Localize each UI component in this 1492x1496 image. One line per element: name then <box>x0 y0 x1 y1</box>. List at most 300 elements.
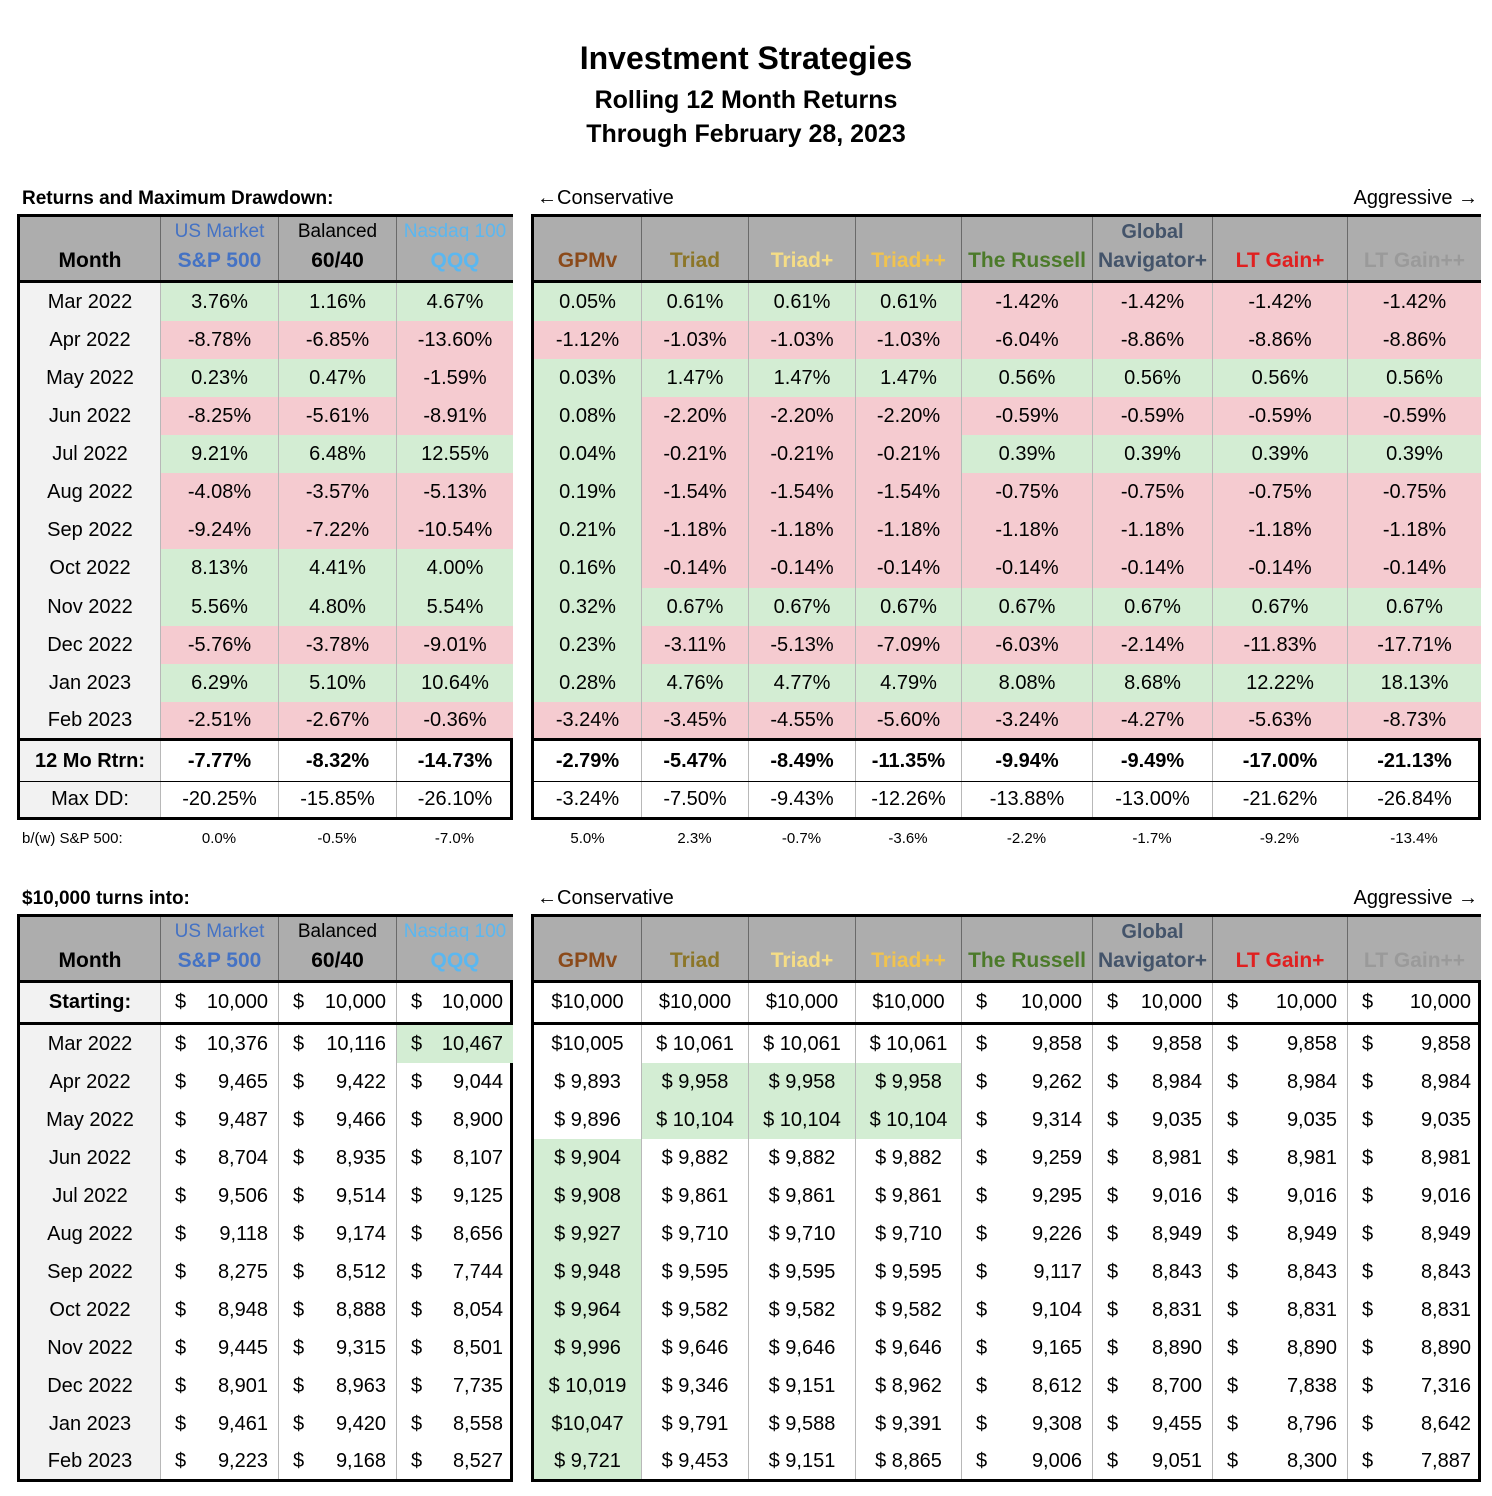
growth-cell <box>641 983 748 1022</box>
dollar-sign: $ <box>293 1109 305 1131</box>
growth-cell <box>1212 1253 1347 1291</box>
dollar-sign: $ <box>1107 1147 1119 1169</box>
month-cell: Mar 2022 <box>20 1025 160 1063</box>
return-cell: -1.42% <box>1092 283 1212 321</box>
growth-value: $ 10,104 <box>656 1109 734 1131</box>
return-cell: -2.20% <box>641 397 748 435</box>
growth-value: 9,461 <box>217 1413 268 1435</box>
growth-cell <box>160 983 278 1022</box>
month-cell: Dec 2022 <box>20 1367 160 1405</box>
dollar-sign: $ <box>1362 1413 1374 1435</box>
growth-cell <box>1092 1367 1212 1405</box>
dollar-sign: $ <box>1107 1109 1119 1131</box>
header-s-p-500 <box>160 217 278 280</box>
growth-cell <box>396 1177 513 1215</box>
growth-cell <box>396 1443 513 1479</box>
growth-value: $ 9,861 <box>768 1185 836 1207</box>
dollar-sign: $ <box>1107 1450 1119 1472</box>
growth-value: $ 9,710 <box>875 1223 942 1245</box>
header-line1: Balanced <box>297 921 378 942</box>
return-cell: -1.54% <box>641 473 748 511</box>
return-cell: -0.14% <box>855 549 961 588</box>
growth-cell <box>748 1367 855 1405</box>
return-cell: 4.67% <box>396 283 513 321</box>
dollar-sign: $ <box>293 1147 305 1169</box>
growth-cell <box>641 1101 748 1139</box>
returns-strategies-table <box>531 214 1481 820</box>
return-cell: 12.22% <box>1212 664 1347 702</box>
growth-value: 9,858 <box>1031 1033 1082 1055</box>
dollar-sign: $ <box>1107 1261 1119 1283</box>
header-triad <box>855 917 961 980</box>
growth-value: $ 9,582 <box>875 1299 942 1321</box>
month-cell: Nov 2022 <box>20 588 160 626</box>
growth-value: 10,000 <box>324 991 386 1013</box>
growth-cell <box>396 1405 513 1443</box>
growth-cell <box>160 1405 278 1443</box>
growth-value: $ 9,346 <box>661 1375 729 1397</box>
twelve-month-value: -14.73% <box>396 741 513 781</box>
growth-cell <box>160 1367 278 1405</box>
dollar-sign: $ <box>1107 1413 1119 1435</box>
header-line2: 60/40 <box>311 249 364 272</box>
return-cell: -2.14% <box>1092 626 1212 664</box>
month-cell: Jul 2022 <box>20 435 160 473</box>
growth-value: 9,858 <box>1151 1033 1202 1055</box>
growth-table <box>17 914 513 1482</box>
return-cell: 0.67% <box>748 588 855 626</box>
dollar-sign: $ <box>293 1261 305 1283</box>
return-cell: -2.20% <box>855 397 961 435</box>
growth-cell <box>1347 1329 1481 1367</box>
growth-cell <box>855 1443 961 1479</box>
header-line2: Triad <box>669 949 721 972</box>
growth-cell <box>1092 1405 1212 1443</box>
return-cell: 4.00% <box>396 549 513 588</box>
dollar-sign: $ <box>976 1223 988 1245</box>
return-cell: -8.86% <box>1092 321 1212 359</box>
return-cell: 6.48% <box>278 435 396 473</box>
dollar-sign: $ <box>976 1450 988 1472</box>
growth-value: 9,125 <box>452 1185 503 1207</box>
month-cell: Oct 2022 <box>20 1291 160 1329</box>
return-cell: -1.59% <box>396 359 513 397</box>
growth-cell <box>961 1291 1092 1329</box>
growth-value: 8,888 <box>335 1299 386 1321</box>
return-cell: 0.39% <box>961 435 1092 473</box>
growth-value: $ 9,588 <box>768 1413 836 1435</box>
return-cell: -0.14% <box>961 549 1092 588</box>
return-cell: -5.76% <box>160 626 278 664</box>
return-cell: -10.54% <box>396 511 513 549</box>
twelve-month-value: -17.00% <box>1212 741 1347 781</box>
twelve-month-value: -9.49% <box>1092 741 1212 781</box>
header-line2: The Russell <box>968 949 1086 972</box>
dollar-sign: $ <box>1227 1223 1239 1245</box>
growth-cell <box>961 1405 1092 1443</box>
growth-value: $ 9,595 <box>875 1261 942 1283</box>
growth-value: 8,300 <box>1286 1450 1337 1472</box>
max-dd-value: -13.88% <box>961 782 1092 817</box>
dollar-sign: $ <box>1107 1375 1119 1397</box>
growth-cell <box>641 1443 748 1479</box>
header-row <box>534 217 1481 283</box>
growth-value: $ 9,893 <box>554 1071 621 1093</box>
growth-cell <box>278 1101 396 1139</box>
dollar-sign: $ <box>175 1375 187 1397</box>
header-navigator <box>1092 217 1212 280</box>
dollar-sign: $ <box>1107 1337 1119 1359</box>
return-cell: -5.63% <box>1212 702 1347 738</box>
growth-cell <box>1347 1063 1481 1101</box>
growth-cell <box>961 983 1092 1022</box>
growth-cell <box>1092 983 1212 1022</box>
header-line1: US Market <box>174 921 265 942</box>
growth-value: 9,226 <box>1031 1223 1082 1245</box>
growth-value: 9,035 <box>1420 1109 1471 1131</box>
growth-value: 9,420 <box>335 1413 386 1435</box>
return-cell: -2.51% <box>160 702 278 738</box>
dollar-sign: $ <box>411 1337 423 1359</box>
growth-value: 9,514 <box>335 1185 386 1207</box>
dollar-sign: $ <box>293 1413 305 1435</box>
header-line1: Nasdaq 100 <box>403 221 507 242</box>
return-cell: -0.14% <box>641 549 748 588</box>
bw-value: 0.0% <box>201 830 237 847</box>
growth-cell <box>1347 1405 1481 1443</box>
dollar-sign: $ <box>293 1071 305 1093</box>
twelve-month-value: -2.79% <box>555 750 620 772</box>
growth-cell <box>1092 1025 1212 1063</box>
conservative-label-top: ←Conservative <box>537 187 674 209</box>
growth-cell <box>1347 1215 1481 1253</box>
growth-value: $ 9,948 <box>554 1261 621 1283</box>
growth-cell <box>855 983 961 1022</box>
dollar-sign: $ <box>293 1450 305 1472</box>
bw-value: -9.2% <box>1259 830 1300 847</box>
growth-cell <box>961 1101 1092 1139</box>
return-cell: 0.56% <box>961 359 1092 397</box>
month-cell: May 2022 <box>20 359 160 397</box>
growth-value: $ 9,791 <box>661 1413 729 1435</box>
growth-value: 8,963 <box>335 1375 386 1397</box>
growth-cell <box>641 1215 748 1253</box>
growth-value: 8,984 <box>1286 1071 1337 1093</box>
growth-cell <box>1347 1177 1481 1215</box>
return-cell: 4.77% <box>748 664 855 702</box>
growth-value: 8,984 <box>1151 1071 1202 1093</box>
return-cell: 0.61% <box>748 283 855 321</box>
growth-value: 8,558 <box>452 1413 503 1435</box>
growth-value: 9,858 <box>1286 1033 1337 1055</box>
growth-cell <box>278 1443 396 1479</box>
return-cell: -8.86% <box>1347 321 1481 359</box>
growth-value: 9,506 <box>217 1185 268 1207</box>
growth-cell <box>641 1405 748 1443</box>
growth-cell <box>1212 1063 1347 1101</box>
growth-value: 9,445 <box>217 1337 268 1359</box>
growth-cell <box>396 1329 513 1367</box>
growth-cell <box>748 1291 855 1329</box>
growth-value: $ 9,896 <box>554 1109 621 1131</box>
growth-cell <box>1092 1291 1212 1329</box>
header-triad <box>748 917 855 980</box>
return-cell: -6.85% <box>278 321 396 359</box>
twelve-month-value: -9.94% <box>961 741 1092 781</box>
return-cell: 0.19% <box>534 473 641 511</box>
return-cell: -3.57% <box>278 473 396 511</box>
growth-value: $ 9,151 <box>768 1450 836 1472</box>
return-cell: 6.29% <box>160 664 278 702</box>
growth-cell <box>855 1291 961 1329</box>
twelve-month-value: -8.32% <box>278 741 396 781</box>
return-cell: -0.14% <box>748 549 855 588</box>
header-s-p-500 <box>160 917 278 980</box>
growth-cell <box>748 1177 855 1215</box>
growth-value: 9,295 <box>1031 1185 1082 1207</box>
growth-cell <box>1092 1443 1212 1479</box>
bw-value: -7.0% <box>434 830 475 847</box>
dollar-sign: $ <box>1362 1033 1374 1055</box>
return-cell: 0.67% <box>961 588 1092 626</box>
growth-cell <box>396 1253 513 1291</box>
return-cell: 0.08% <box>534 397 641 435</box>
max-dd-value: -12.26% <box>855 782 961 817</box>
dollar-sign: $ <box>1107 1299 1119 1321</box>
dollar-sign: $ <box>1227 1337 1239 1359</box>
dollar-sign: $ <box>175 1223 187 1245</box>
growth-cell <box>641 1025 748 1063</box>
dollar-sign: $ <box>1227 1375 1239 1397</box>
growth-value: $ 9,582 <box>768 1299 836 1321</box>
return-cell: 0.67% <box>1092 588 1212 626</box>
header-line2: Navigator+ <box>1097 249 1208 272</box>
dollar-sign: $ <box>976 1337 988 1359</box>
return-cell: -0.21% <box>641 435 748 473</box>
growth-value: $ 9,721 <box>554 1450 621 1472</box>
growth-value: $ 8,962 <box>875 1375 942 1397</box>
growth-value: 8,501 <box>452 1337 503 1359</box>
growth-cell <box>534 1329 641 1367</box>
dollar-sign: $ <box>976 991 988 1013</box>
growth-value: $ 9,958 <box>768 1071 836 1093</box>
growth-value: $ 10,104 <box>763 1109 841 1131</box>
return-cell: 0.56% <box>1092 359 1212 397</box>
return-cell: 0.39% <box>1347 435 1481 473</box>
growth-value: $ 9,908 <box>554 1185 621 1207</box>
return-cell: -1.18% <box>1347 511 1481 549</box>
growth-value: 9,117 <box>1033 1261 1082 1283</box>
header-line1: Global <box>1121 221 1184 243</box>
growth-cell <box>278 1253 396 1291</box>
growth-cell <box>278 1405 396 1443</box>
header-line1: US Market <box>174 221 265 242</box>
growth-cell <box>1092 1139 1212 1177</box>
dollar-sign: $ <box>293 991 305 1013</box>
growth-cell <box>278 1063 396 1101</box>
growth-cell <box>748 1215 855 1253</box>
month-cell: Apr 2022 <box>20 1063 160 1101</box>
dollar-sign: $ <box>1227 1185 1239 1207</box>
return-cell: 4.76% <box>641 664 748 702</box>
growth-value: 8,512 <box>335 1261 386 1283</box>
return-cell: 0.23% <box>160 359 278 397</box>
growth-cell <box>160 1291 278 1329</box>
growth-value: 9,035 <box>1286 1109 1337 1131</box>
header-line2: The Russell <box>968 249 1086 272</box>
dollar-sign: $ <box>1227 1109 1239 1131</box>
dollar-sign: $ <box>1227 991 1239 1013</box>
header-line2: LT Gain++ <box>1363 949 1466 972</box>
max-dd-value: -20.25% <box>160 782 278 817</box>
dollar-sign: $ <box>411 991 423 1013</box>
dollar-sign: $ <box>175 1147 187 1169</box>
return-cell: -17.71% <box>1347 626 1481 664</box>
growth-value: 7,887 <box>1420 1450 1471 1472</box>
max-dd-value: -26.84% <box>1347 782 1481 817</box>
header-the-russell <box>961 217 1092 280</box>
header-lt-gain <box>1212 917 1347 980</box>
growth-value: $ 8,865 <box>875 1450 942 1472</box>
return-cell: -1.03% <box>641 321 748 359</box>
return-cell: 0.67% <box>1212 588 1347 626</box>
growth-cell <box>1092 1177 1212 1215</box>
growth-cell <box>278 1215 396 1253</box>
return-cell: -1.18% <box>1092 511 1212 549</box>
growth-cell <box>160 1139 278 1177</box>
growth-cell <box>278 1139 396 1177</box>
header-line2: Triad++ <box>871 949 946 972</box>
return-cell: -6.03% <box>961 626 1092 664</box>
return-cell: 8.08% <box>961 664 1092 702</box>
month-cell: Jan 2023 <box>20 664 160 702</box>
header-line2: GPMv <box>557 249 618 272</box>
page-title: Investment Strategies <box>579 40 913 76</box>
bw-value: -13.4% <box>1390 830 1438 847</box>
growth-value: $ 9,958 <box>661 1071 729 1093</box>
growth-value: 8,949 <box>1151 1223 1202 1245</box>
header-lt-gain <box>1347 917 1481 980</box>
growth-cell <box>160 1329 278 1367</box>
aggressive-label-bottom: Aggressive → <box>1353 887 1478 909</box>
growth-cell <box>1347 1367 1481 1405</box>
bw-value: -1.7% <box>1132 830 1172 847</box>
growth-value: $ 9,646 <box>768 1337 836 1359</box>
growth-cell <box>1212 1025 1347 1063</box>
growth-cell <box>1347 1101 1481 1139</box>
max-dd-value: -3.24% <box>555 788 620 810</box>
month-header <box>20 217 160 280</box>
month-cell: Sep 2022 <box>20 511 160 549</box>
twelve-month-label: 12 Mo Rtrn: <box>20 741 160 781</box>
growth-cell <box>1347 1291 1481 1329</box>
aggressive-label-top: Aggressive → <box>1353 187 1478 209</box>
growth-cell <box>1347 1139 1481 1177</box>
returns-section-label: Returns and Maximum Drawdown: <box>22 188 334 209</box>
dollar-sign: $ <box>411 1261 423 1283</box>
growth-cell <box>1212 983 1347 1022</box>
dollar-sign: $ <box>411 1375 423 1397</box>
header-the-russell <box>961 917 1092 980</box>
dollar-sign: $ <box>1362 1071 1374 1093</box>
growth-value: $ 9,861 <box>661 1185 729 1207</box>
twelve-month-value: -8.49% <box>748 741 855 781</box>
return-cell: 0.56% <box>1347 359 1481 397</box>
dollar-sign: $ <box>411 1033 423 1055</box>
growth-value: 8,843 <box>1151 1261 1202 1283</box>
growth-value: 9,465 <box>217 1071 268 1093</box>
dollar-sign: $ <box>1107 991 1119 1013</box>
growth-value: $ 9,882 <box>768 1147 836 1169</box>
header-triad <box>748 217 855 280</box>
growth-cell <box>1092 1329 1212 1367</box>
growth-cell <box>534 1291 641 1329</box>
return-cell: 5.56% <box>160 588 278 626</box>
growth-value: 8,981 <box>1420 1147 1471 1169</box>
month-cell: Jul 2022 <box>20 1177 160 1215</box>
growth-value: 7,735 <box>452 1375 503 1397</box>
month-cell: Sep 2022 <box>20 1253 160 1291</box>
growth-value: 9,223 <box>217 1450 268 1472</box>
growth-value: 8,981 <box>1151 1147 1202 1169</box>
growth-cell <box>641 1177 748 1215</box>
month-cell: Nov 2022 <box>20 1329 160 1367</box>
growth-value: 8,527 <box>452 1450 503 1472</box>
dollar-sign: $ <box>1362 1261 1374 1283</box>
header-lt-gain <box>1347 217 1481 280</box>
return-cell: -0.36% <box>396 702 513 738</box>
return-cell: 0.28% <box>534 664 641 702</box>
return-cell: -0.59% <box>961 397 1092 435</box>
month-header <box>20 917 160 980</box>
growth-value: 9,006 <box>1031 1450 1082 1472</box>
growth-cell <box>855 1101 961 1139</box>
growth-cell <box>534 1063 641 1101</box>
return-cell: -3.78% <box>278 626 396 664</box>
month-cell: Mar 2022 <box>20 283 160 321</box>
dollar-sign: $ <box>411 1299 423 1321</box>
growth-value: 8,831 <box>1420 1299 1471 1321</box>
return-cell: 4.80% <box>278 588 396 626</box>
dollar-sign: $ <box>175 1337 187 1359</box>
twelve-month-value: -21.13% <box>1347 741 1481 781</box>
growth-value: 8,831 <box>1151 1299 1202 1321</box>
growth-value: $10,047 <box>551 1413 624 1435</box>
return-cell: 0.39% <box>1092 435 1212 473</box>
return-cell: 0.16% <box>534 549 641 588</box>
growth-value: $ 9,595 <box>768 1261 836 1283</box>
bw-value: -2.2% <box>1006 830 1047 847</box>
growth-value: 9,016 <box>1420 1185 1471 1207</box>
growth-cell <box>961 1329 1092 1367</box>
growth-value: 10,116 <box>326 1033 386 1055</box>
dollar-sign: $ <box>976 1261 988 1283</box>
header-line2: Navigator+ <box>1097 949 1208 972</box>
growth-cell <box>160 1253 278 1291</box>
growth-cell <box>961 1177 1092 1215</box>
return-cell: -9.01% <box>396 626 513 664</box>
return-cell: 9.21% <box>160 435 278 473</box>
dollar-sign: $ <box>1107 1033 1119 1055</box>
max-dd-label: Max DD: <box>20 782 160 817</box>
return-cell: 0.32% <box>534 588 641 626</box>
dollar-sign: $ <box>1227 1299 1239 1321</box>
page-subtitle: Rolling 12 Month Returns <box>594 86 898 114</box>
return-cell: 0.67% <box>641 588 748 626</box>
growth-value: 9,487 <box>217 1109 268 1131</box>
header-line2: LT Gain+ <box>1235 949 1325 972</box>
month-cell: Aug 2022 <box>20 473 160 511</box>
